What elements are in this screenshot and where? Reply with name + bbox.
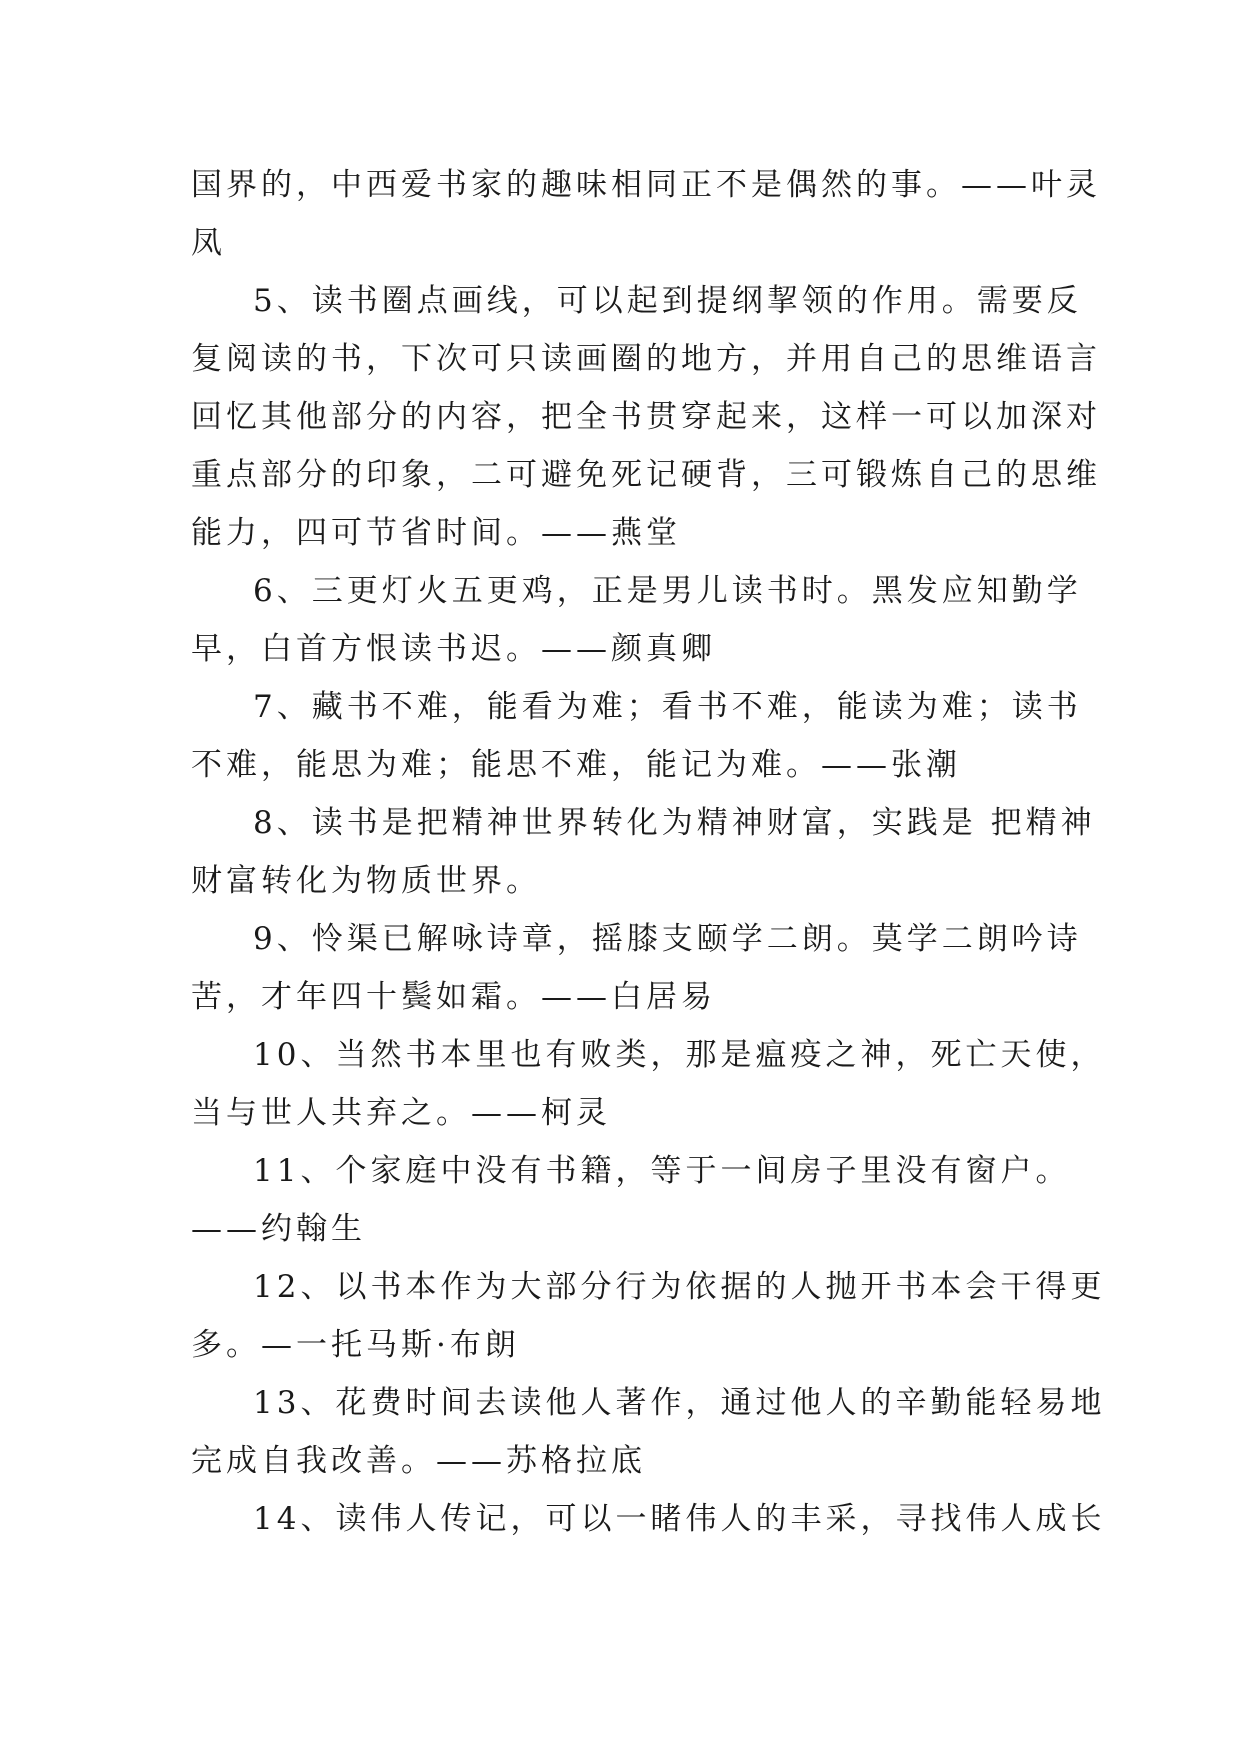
text-line: 国界的，中西爱书家的趣味相同正不是偶然的事。——叶灵 xyxy=(191,167,1101,203)
text-line: 7、藏书不难，能看为难；看书不难，能读为难；读书 xyxy=(253,689,1082,725)
text-line: 8、读书是把精神世界转化为精神财富，实践是 把精神 xyxy=(253,805,1096,841)
text-line: 14、读伟人传记，可以一睹伟人的丰采，寻找伟人成长 xyxy=(253,1501,1106,1537)
text-line: 9、怜渠已解咏诗章，摇膝支颐学二朗。莫学二朗吟诗 xyxy=(253,921,1082,957)
quote-text-body xyxy=(191,156,1106,1548)
quote-paragraph-11 xyxy=(191,1142,1071,1258)
text-line: 6、三更灯火五更鸡，正是男儿读书时。黑发应知勤学 xyxy=(253,573,1082,609)
quote-paragraph-8 xyxy=(191,794,1096,910)
text-line: 复阅读的书，下次可只读画圈的地方，并用自己的思维语言 xyxy=(191,341,1101,377)
quote-paragraph-7 xyxy=(191,678,1082,794)
text-line: 多。—一托马斯·布朗 xyxy=(191,1327,520,1363)
quote-paragraph-14 xyxy=(191,1490,1106,1548)
text-line: 完成自我改善。——苏格拉底 xyxy=(191,1443,646,1479)
text-line: 苦，才年四十鬓如霜。——白居易 xyxy=(191,979,716,1015)
text-line: 13、花费时间去读他人著作，通过他人的辛勤能轻易地 xyxy=(253,1385,1106,1421)
text-line: 早，白首方恨读书迟。——颜真卿 xyxy=(191,631,716,667)
text-line: 当与世人共弃之。——柯灵 xyxy=(191,1095,611,1131)
text-line: 10、当然书本里也有败类，那是瘟疫之神，死亡天使， xyxy=(253,1037,1106,1073)
quote-paragraph-6 xyxy=(191,562,1082,678)
text-line: 能力，四可节省时间。——燕堂 xyxy=(191,515,681,551)
text-line: 凤 xyxy=(191,225,226,261)
quote-paragraph-9 xyxy=(191,910,1082,1026)
text-line: ——约翰生 xyxy=(191,1211,366,1247)
quote-paragraph-13 xyxy=(191,1374,1106,1490)
quote-paragraph-12 xyxy=(191,1258,1106,1374)
text-line: 不难，能思为难；能思不难，能记为难。——张潮 xyxy=(191,747,961,783)
quote-paragraph-10 xyxy=(191,1026,1106,1142)
text-line: 12、以书本作为大部分行为依据的人抛开书本会干得更 xyxy=(253,1269,1106,1305)
quote-paragraph-5 xyxy=(191,272,1101,562)
paragraph-continuation xyxy=(191,156,1101,272)
text-line: 5、读书圈点画线，可以起到提纲挈领的作用。需要反 xyxy=(253,283,1082,319)
text-line: 财富转化为物质世界。 xyxy=(191,863,541,899)
text-line: 11、个家庭中没有书籍，等于一间房子里没有窗户。 xyxy=(253,1153,1071,1189)
text-line: 回忆其他部分的内容，把全书贯穿起来，这样一可以加深对 xyxy=(191,399,1101,435)
text-line: 重点部分的印象，二可避免死记硬背，三可锻炼自己的思维 xyxy=(191,457,1101,493)
